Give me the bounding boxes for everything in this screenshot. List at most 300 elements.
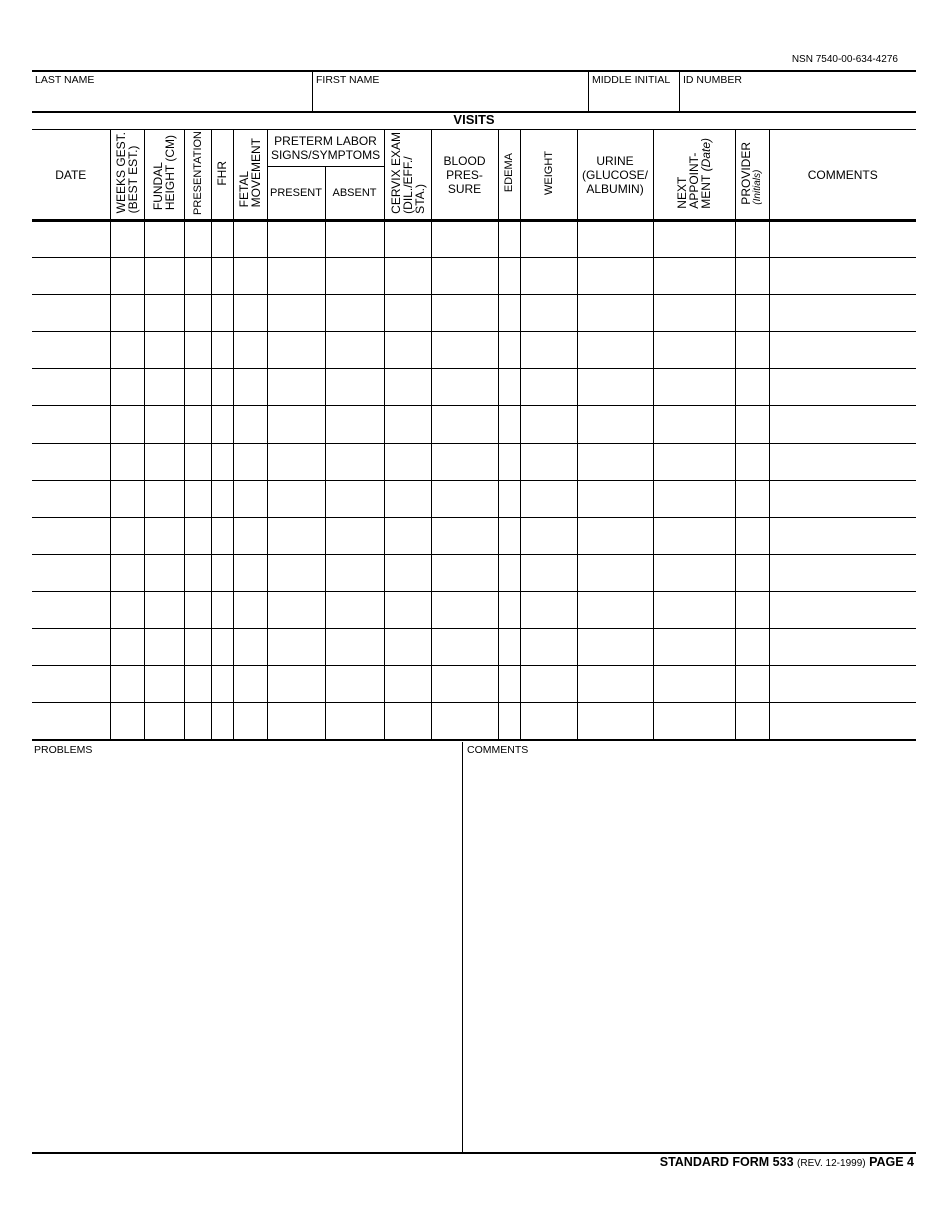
visit-cell[interactable] <box>325 703 384 740</box>
revision-label: (REV. 12-1999) <box>797 1158 866 1169</box>
next-line1: NEXT <box>675 176 690 209</box>
visit-cell[interactable] <box>267 703 325 740</box>
visit-cell[interactable] <box>267 369 325 406</box>
visit-cell[interactable] <box>110 517 144 554</box>
visit-row <box>32 480 916 517</box>
weight-label: WEIGHT <box>542 151 555 195</box>
visit-cell[interactable] <box>32 703 110 740</box>
visit-cell[interactable] <box>769 517 916 554</box>
visit-cell[interactable] <box>184 295 211 332</box>
visit-row <box>32 406 916 443</box>
provider-initials-note: (Initials) <box>752 169 764 205</box>
visit-cell[interactable] <box>233 295 267 332</box>
visit-cell[interactable] <box>431 295 498 332</box>
visit-cell[interactable] <box>431 332 498 369</box>
visit-cell[interactable] <box>184 258 211 295</box>
visit-cell[interactable] <box>577 369 653 406</box>
visit-cell[interactable] <box>325 554 384 591</box>
visit-cell[interactable] <box>110 443 144 480</box>
fetal-line2: MOVEMENT <box>249 138 263 208</box>
visit-cell[interactable] <box>431 443 498 480</box>
visit-cell[interactable] <box>184 591 211 628</box>
visit-cell[interactable] <box>577 591 653 628</box>
visit-cell[interactable] <box>144 221 184 258</box>
visit-cell[interactable] <box>769 406 916 443</box>
visit-cell[interactable] <box>769 332 916 369</box>
provider-label: PROVIDER <box>739 141 754 205</box>
visit-cell[interactable] <box>325 517 384 554</box>
cervix-line3: STA.) <box>412 184 427 214</box>
visit-cell[interactable] <box>384 666 431 703</box>
visit-cell[interactable] <box>211 517 233 554</box>
last-name-label: LAST NAME <box>35 74 95 86</box>
visit-cell[interactable] <box>144 629 184 666</box>
visit-cell[interactable] <box>184 517 211 554</box>
visit-row <box>32 666 916 703</box>
visit-cell[interactable] <box>32 666 110 703</box>
visit-cell[interactable] <box>735 406 769 443</box>
page-label: PAGE 4 <box>869 1155 914 1169</box>
visit-cell[interactable] <box>577 517 653 554</box>
visit-cell[interactable] <box>769 295 916 332</box>
visit-cell[interactable] <box>32 406 110 443</box>
visit-cell[interactable] <box>184 480 211 517</box>
patient-name-row <box>32 70 916 113</box>
visit-cell[interactable] <box>498 369 520 406</box>
visit-cell[interactable] <box>498 554 520 591</box>
visit-cell[interactable] <box>577 443 653 480</box>
visit-cell[interactable] <box>144 406 184 443</box>
visit-cell[interactable] <box>32 554 110 591</box>
visit-cell[interactable] <box>520 703 577 740</box>
visit-cell[interactable] <box>769 591 916 628</box>
urine-line3: ALBUMIN) <box>586 181 644 196</box>
middle-initial-label: MIDDLE INITIAL <box>592 74 671 86</box>
visit-cell[interactable] <box>520 295 577 332</box>
visit-cell[interactable] <box>267 591 325 628</box>
visit-cell[interactable] <box>267 406 325 443</box>
visit-cell[interactable] <box>110 629 144 666</box>
visit-cell[interactable] <box>144 295 184 332</box>
visit-cell[interactable] <box>325 629 384 666</box>
visit-cell[interactable] <box>520 629 577 666</box>
urine-line2: (GLUCOSE/ <box>582 167 649 182</box>
visit-cell[interactable] <box>211 332 233 369</box>
visit-cell[interactable] <box>384 703 431 740</box>
bp-line1: BLOOD <box>443 153 486 168</box>
visit-cell[interactable] <box>267 332 325 369</box>
visit-cell[interactable] <box>325 443 384 480</box>
visit-cell[interactable] <box>267 221 325 258</box>
visit-cell[interactable] <box>384 480 431 517</box>
first-name-label: FIRST NAME <box>316 74 380 86</box>
visit-cell[interactable] <box>110 258 144 295</box>
visit-cell[interactable] <box>32 369 110 406</box>
visit-cell[interactable] <box>211 406 233 443</box>
visit-cell[interactable] <box>735 332 769 369</box>
first-name-field[interactable] <box>312 72 588 111</box>
visit-cell[interactable] <box>267 480 325 517</box>
header-weight <box>520 130 577 221</box>
standard-form-label: STANDARD FORM 533 <box>659 1155 794 1169</box>
visit-cell[interactable] <box>110 666 144 703</box>
visit-cell[interactable] <box>498 591 520 628</box>
presentation-label: PRESENTATION <box>191 131 204 215</box>
visit-cell[interactable] <box>769 221 916 258</box>
visit-cell[interactable] <box>520 554 577 591</box>
visit-cell[interactable] <box>520 480 577 517</box>
visit-cell[interactable] <box>184 369 211 406</box>
visit-cell[interactable] <box>653 703 735 740</box>
visit-cell[interactable] <box>498 332 520 369</box>
header-blood-pressure <box>431 130 498 221</box>
visit-row <box>32 221 916 258</box>
visit-cell[interactable] <box>735 258 769 295</box>
visit-cell[interactable] <box>233 258 267 295</box>
visit-cell[interactable] <box>233 554 267 591</box>
visit-cell[interactable] <box>577 406 653 443</box>
header-cervix-exam <box>384 130 431 221</box>
next-line3: MENT <box>699 174 714 209</box>
visit-cell[interactable] <box>653 666 735 703</box>
visit-cell[interactable] <box>498 666 520 703</box>
visit-cell[interactable] <box>32 443 110 480</box>
header-preterm-present: PRESENT <box>267 167 325 221</box>
visit-cell[interactable] <box>32 295 110 332</box>
visit-cell[interactable] <box>384 406 431 443</box>
visit-cell[interactable] <box>233 443 267 480</box>
visit-cell[interactable] <box>577 258 653 295</box>
visit-cell[interactable] <box>325 591 384 628</box>
problems-comments-section <box>32 742 916 1154</box>
visit-cell[interactable] <box>653 221 735 258</box>
visit-cell[interactable] <box>498 629 520 666</box>
visit-cell[interactable] <box>498 295 520 332</box>
header-comments: COMMENTS <box>769 130 916 221</box>
visit-cell[interactable] <box>325 480 384 517</box>
visit-row <box>32 369 916 406</box>
visit-cell[interactable] <box>653 517 735 554</box>
visit-cell[interactable] <box>653 480 735 517</box>
visit-cell[interactable] <box>769 369 916 406</box>
next-line2: APPOINT- <box>687 152 702 209</box>
header-preterm-labor <box>267 130 384 167</box>
visit-cell[interactable] <box>577 629 653 666</box>
visit-row <box>32 554 916 591</box>
visit-cell[interactable] <box>653 295 735 332</box>
preterm-line2: SIGNS/SYMPTOMS <box>270 148 381 162</box>
visit-cell[interactable] <box>325 221 384 258</box>
visit-cell[interactable] <box>769 554 916 591</box>
visit-cell[interactable] <box>233 666 267 703</box>
header-preterm-absent: ABSENT <box>325 167 384 221</box>
visit-cell[interactable] <box>735 517 769 554</box>
visit-cell[interactable] <box>498 517 520 554</box>
visit-cell[interactable] <box>184 703 211 740</box>
weeks-gest-line1: WEEKS GEST. <box>114 132 128 214</box>
visit-cell[interactable] <box>211 591 233 628</box>
visit-cell[interactable] <box>653 629 735 666</box>
visit-cell[interactable] <box>184 406 211 443</box>
visit-cell[interactable] <box>144 480 184 517</box>
visit-cell[interactable] <box>267 629 325 666</box>
visit-cell[interactable] <box>325 666 384 703</box>
visit-cell[interactable] <box>735 295 769 332</box>
visit-cell[interactable] <box>267 666 325 703</box>
visit-cell[interactable] <box>267 295 325 332</box>
visit-cell[interactable] <box>431 480 498 517</box>
visit-cell[interactable] <box>653 258 735 295</box>
visit-cell[interactable] <box>384 629 431 666</box>
visit-row <box>32 295 916 332</box>
visit-cell[interactable] <box>110 703 144 740</box>
visit-cell[interactable] <box>32 517 110 554</box>
urine-line1: URINE <box>596 153 634 168</box>
visit-cell[interactable] <box>32 332 110 369</box>
visit-cell[interactable] <box>498 221 520 258</box>
visit-cell[interactable] <box>498 406 520 443</box>
visit-cell[interactable] <box>520 406 577 443</box>
visit-cell[interactable] <box>431 406 498 443</box>
visit-cell[interactable] <box>653 591 735 628</box>
visit-cell[interactable] <box>325 406 384 443</box>
visit-cell[interactable] <box>384 517 431 554</box>
visit-cell[interactable] <box>211 443 233 480</box>
visit-cell[interactable] <box>577 666 653 703</box>
visits-table <box>32 129 916 741</box>
fundal-line2: HEIGHT (CM) <box>163 135 177 211</box>
visit-cell[interactable] <box>431 591 498 628</box>
visit-cell[interactable] <box>577 295 653 332</box>
visit-cell[interactable] <box>769 443 916 480</box>
visit-cell[interactable] <box>32 629 110 666</box>
id-number-label: ID NUMBER <box>683 74 742 86</box>
visit-cell[interactable] <box>211 629 233 666</box>
visit-cell[interactable] <box>577 554 653 591</box>
visit-cell[interactable] <box>735 480 769 517</box>
preterm-line1: PRETERM LABOR <box>274 134 377 148</box>
visit-cell[interactable] <box>577 332 653 369</box>
visit-cell[interactable] <box>325 258 384 295</box>
visit-cell[interactable] <box>384 369 431 406</box>
visit-cell[interactable] <box>769 666 916 703</box>
edema-label: EDEMA <box>503 153 516 193</box>
id-number-field[interactable] <box>679 72 916 111</box>
visit-cell[interactable] <box>735 221 769 258</box>
visit-row <box>32 517 916 554</box>
visit-cell[interactable] <box>144 703 184 740</box>
bp-line2: PRES- <box>446 167 483 182</box>
visit-cell[interactable] <box>498 703 520 740</box>
visit-cell[interactable] <box>653 406 735 443</box>
visit-cell[interactable] <box>325 369 384 406</box>
visit-cell[interactable] <box>144 443 184 480</box>
visit-cell[interactable] <box>384 332 431 369</box>
visit-cell[interactable] <box>384 554 431 591</box>
visit-cell[interactable] <box>735 666 769 703</box>
visit-cell[interactable] <box>211 480 233 517</box>
visit-cell[interactable] <box>653 369 735 406</box>
visit-cell[interactable] <box>233 703 267 740</box>
problems-label: PROBLEMS <box>34 744 93 756</box>
header-provider <box>735 130 769 221</box>
visit-cell[interactable] <box>233 406 267 443</box>
middle-initial-field[interactable] <box>588 72 679 111</box>
visit-cell[interactable] <box>184 554 211 591</box>
visit-cell[interactable] <box>520 221 577 258</box>
header-fetal-movement <box>233 130 267 221</box>
visit-cell[interactable] <box>267 554 325 591</box>
visit-cell[interactable] <box>233 369 267 406</box>
fundal-line1: FUNDAL <box>151 162 165 211</box>
form-footer <box>660 1155 914 1169</box>
visit-row <box>32 443 916 480</box>
cervix-line2: (DIL./EFF./ <box>400 156 415 214</box>
visit-cell[interactable] <box>384 443 431 480</box>
visit-cell[interactable] <box>211 295 233 332</box>
visit-cell[interactable] <box>520 591 577 628</box>
header-edema <box>498 130 520 221</box>
visit-cell[interactable] <box>498 443 520 480</box>
header-weeks-gest <box>110 130 144 221</box>
visit-cell[interactable] <box>233 221 267 258</box>
visit-cell[interactable] <box>32 258 110 295</box>
visit-cell[interactable] <box>769 629 916 666</box>
visit-cell[interactable] <box>233 629 267 666</box>
visit-cell[interactable] <box>653 443 735 480</box>
next-date-note: (Date) <box>699 137 714 171</box>
visit-cell[interactable] <box>653 554 735 591</box>
visit-cell[interactable] <box>211 221 233 258</box>
visit-cell[interactable] <box>735 591 769 628</box>
visit-cell[interactable] <box>32 480 110 517</box>
visit-row <box>32 629 916 666</box>
visit-cell[interactable] <box>520 443 577 480</box>
bp-line3: SURE <box>447 181 482 196</box>
visit-cell[interactable] <box>431 517 498 554</box>
header-next-appointment <box>653 130 735 221</box>
visit-cell[interactable] <box>769 480 916 517</box>
visit-cell[interactable] <box>184 443 211 480</box>
visit-cell[interactable] <box>267 258 325 295</box>
visit-cell[interactable] <box>325 295 384 332</box>
form-number: NSN 7540-00-634-4276 <box>791 54 898 65</box>
weeks-gest-line2: (BEST EST.) <box>126 145 140 214</box>
visit-cell[interactable] <box>577 480 653 517</box>
header-fhr <box>211 130 233 221</box>
visit-cell[interactable] <box>267 517 325 554</box>
visit-cell[interactable] <box>520 517 577 554</box>
visit-cell[interactable] <box>520 369 577 406</box>
visit-cell[interactable] <box>520 258 577 295</box>
visit-row <box>32 258 916 295</box>
section-divider <box>462 742 463 1152</box>
visit-cell[interactable] <box>110 591 144 628</box>
visit-cell[interactable] <box>384 221 431 258</box>
visit-cell[interactable] <box>144 332 184 369</box>
visit-cell[interactable] <box>325 332 384 369</box>
visit-cell[interactable] <box>769 703 916 740</box>
visit-cell[interactable] <box>211 369 233 406</box>
visit-cell[interactable] <box>184 666 211 703</box>
visit-cell[interactable] <box>110 406 144 443</box>
visit-cell[interactable] <box>577 703 653 740</box>
visit-cell[interactable] <box>144 369 184 406</box>
visit-cell[interactable] <box>184 221 211 258</box>
visit-cell[interactable] <box>144 517 184 554</box>
visit-cell[interactable] <box>211 666 233 703</box>
visit-cell[interactable] <box>735 629 769 666</box>
visit-cell[interactable] <box>384 295 431 332</box>
visit-cell[interactable] <box>520 332 577 369</box>
visit-cell[interactable] <box>431 554 498 591</box>
visit-cell[interactable] <box>110 295 144 332</box>
visit-cell[interactable] <box>735 369 769 406</box>
visit-cell[interactable] <box>144 591 184 628</box>
visit-cell[interactable] <box>233 591 267 628</box>
visit-cell[interactable] <box>233 480 267 517</box>
visit-cell[interactable] <box>498 480 520 517</box>
visit-cell[interactable] <box>384 258 431 295</box>
visit-cell[interactable] <box>211 703 233 740</box>
visit-cell[interactable] <box>431 221 498 258</box>
visit-cell[interactable] <box>144 666 184 703</box>
visit-cell[interactable] <box>267 443 325 480</box>
header-presentation <box>184 130 211 221</box>
cervix-line1: CERVIX EXAM <box>388 132 403 214</box>
visit-cell[interactable] <box>184 332 211 369</box>
visit-cell[interactable] <box>211 258 233 295</box>
visit-cell[interactable] <box>431 629 498 666</box>
visit-cell[interactable] <box>184 629 211 666</box>
visit-cell[interactable] <box>577 221 653 258</box>
visit-row <box>32 591 916 628</box>
visit-cell[interactable] <box>653 332 735 369</box>
visit-cell[interactable] <box>211 554 233 591</box>
visit-row <box>32 703 916 740</box>
visit-cell[interactable] <box>735 703 769 740</box>
visit-cell[interactable] <box>735 443 769 480</box>
fetal-line1: FETAL <box>237 171 251 208</box>
visit-cell[interactable] <box>520 666 577 703</box>
visit-cell[interactable] <box>233 332 267 369</box>
fhr-label: FHR <box>215 160 229 186</box>
visit-cell[interactable] <box>384 591 431 628</box>
visit-cell[interactable] <box>233 517 267 554</box>
visit-cell[interactable] <box>431 258 498 295</box>
visit-cell[interactable] <box>110 369 144 406</box>
header-fundal-height <box>144 130 184 221</box>
visit-cell[interactable] <box>498 258 520 295</box>
visits-title: VISITS <box>32 111 916 130</box>
visit-cell[interactable] <box>144 554 184 591</box>
visit-cell[interactable] <box>32 591 110 628</box>
header-date: DATE <box>32 130 110 221</box>
visit-cell[interactable] <box>110 221 144 258</box>
visit-cell[interactable] <box>144 258 184 295</box>
comments-label: COMMENTS <box>467 744 529 756</box>
visit-cell[interactable] <box>769 258 916 295</box>
last-name-field[interactable] <box>32 72 312 111</box>
visit-cell[interactable] <box>32 221 110 258</box>
visit-cell[interactable] <box>431 666 498 703</box>
visit-cell[interactable] <box>110 332 144 369</box>
visit-cell[interactable] <box>110 554 144 591</box>
visit-cell[interactable] <box>110 480 144 517</box>
visit-cell[interactable] <box>431 703 498 740</box>
visit-cell[interactable] <box>431 369 498 406</box>
visit-cell[interactable] <box>735 554 769 591</box>
